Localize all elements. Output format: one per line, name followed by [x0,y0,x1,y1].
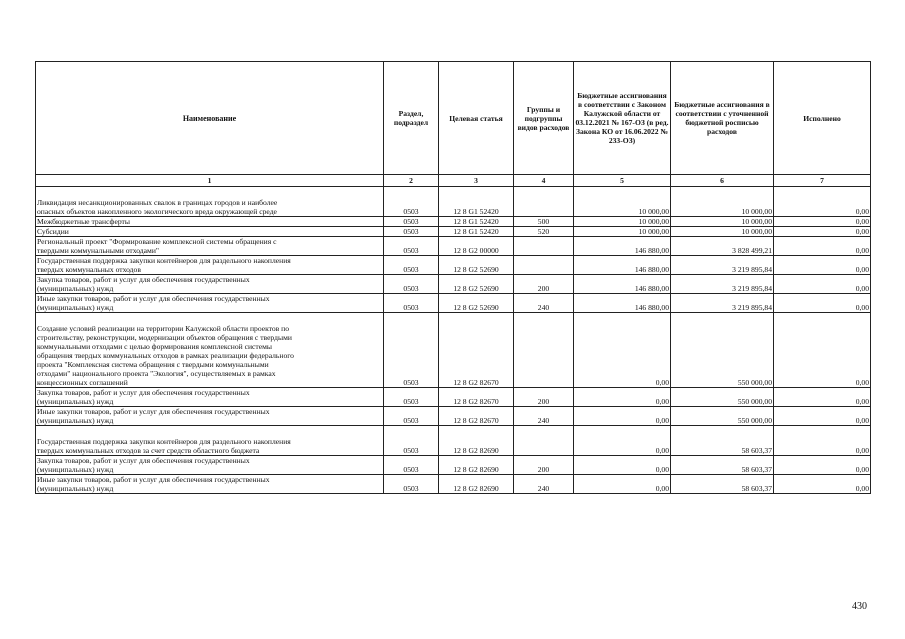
row-target: 12 8 G2 82670 [439,388,514,407]
row-assign-refined: 3 219 895,84 [671,294,774,313]
row-assign-refined: 58 603,37 [671,475,774,494]
header-executed: Исполнено [774,62,871,175]
row-section: 0503 [384,313,439,388]
row-section: 0503 [384,475,439,494]
row-section: 0503 [384,187,439,217]
row-assign-refined: 3 219 895,84 [671,256,774,275]
header-row [36,62,871,175]
row-target: 12 8 G2 82690 [439,456,514,475]
row-name [36,275,384,294]
row-group: 240 [514,475,574,494]
row-executed: 0,00 [774,294,871,313]
table-row [36,426,871,456]
row-target: 12 8 G1 52420 [439,217,514,227]
row-executed: 0,00 [774,275,871,294]
row-section: 0503 [384,256,439,275]
row-group [514,313,574,388]
row-name-text: Субсидии [37,227,69,236]
row-assign-law: 10 000,00 [574,187,671,217]
row-name-text: Государственная поддержка закупки контейнеров для раздельного накопления твердых коммунальных отходов за счет средств областного бюджета [37,437,291,455]
table-row [36,294,871,313]
row-target: 12 8 G2 52690 [439,275,514,294]
row-group [514,426,574,456]
row-assign-refined: 10 000,00 [671,217,774,227]
row-name [36,256,384,275]
row-assign-law: 0,00 [574,407,671,426]
row-assign-refined: 10 000,00 [671,187,774,217]
row-target: 12 8 G1 52420 [439,187,514,217]
row-assign-refined: 3 828 499,21 [671,237,774,256]
table-row [36,475,871,494]
row-name-text: Закупка товаров, работ и услуг для обеспечения государственных (муниципальных) нужд [37,275,250,293]
row-section: 0503 [384,217,439,227]
row-group: 520 [514,227,574,237]
table-row [36,456,871,475]
table-row [36,187,871,217]
row-executed: 0,00 [774,256,871,275]
row-name-text: Региональный проект "Формирование комплексной системы обращения с твердыми коммунальными отходами" [37,237,277,255]
row-assign-refined: 58 603,37 [671,426,774,456]
row-assign-refined: 10 000,00 [671,227,774,237]
row-target: 12 8 G2 82670 [439,407,514,426]
row-group: 200 [514,388,574,407]
column-number: 1 [36,175,384,187]
row-name [36,237,384,256]
row-name-text: Иные закупки товаров, работ и услуг для обеспечения государственных (муниципальных) нужд [37,475,270,493]
row-name-text: Ликвидация несанкционированных свалок в границах городов и наиболее опасных объектов накопленного экологического вреда окружающей среде [37,198,278,216]
column-number: 7 [774,175,871,187]
row-name-text: Иные закупки товаров, работ и услуг для обеспечения государственных (муниципальных) нужд [37,407,270,425]
header-assign-refined: Бюджетные ассигнования в соответствии с уточненной бюджетной росписью расходов [671,62,774,175]
table-row [36,275,871,294]
row-executed: 0,00 [774,313,871,388]
row-executed: 0,00 [774,187,871,217]
row-target: 12 8 G2 00000 [439,237,514,256]
row-target: 12 8 G2 82690 [439,426,514,456]
row-name-text: Государственная поддержка закупки контейнеров для раздельного накопления твердых коммунальных отходов [37,256,291,274]
header-assign-law: Бюджетные ассигнования в соответствии с Законом Калужской области от 03.12.2021 № 167-ОЗ (в ред. Закона КО от 16.06.2022 № 233-ОЗ) [574,62,671,175]
row-section: 0503 [384,227,439,237]
row-group [514,187,574,217]
header-name: Наименование [36,62,384,175]
row-name [36,187,384,217]
budget-table [35,61,871,494]
row-executed: 0,00 [774,237,871,256]
row-executed: 0,00 [774,388,871,407]
row-section: 0503 [384,407,439,426]
row-assign-refined: 550 000,00 [671,388,774,407]
row-section: 0503 [384,388,439,407]
row-assign-law: 0,00 [574,388,671,407]
column-number: 2 [384,175,439,187]
row-assign-refined: 58 603,37 [671,456,774,475]
column-number: 5 [574,175,671,187]
row-executed: 0,00 [774,217,871,227]
table-row [36,237,871,256]
row-name [36,456,384,475]
page-number: 430 [852,601,867,612]
header-target: Целевая статья [439,62,514,175]
row-name-text: Закупка товаров, работ и услуг для обеспечения государственных (муниципальных) нужд [37,388,250,406]
table-row [36,217,871,227]
row-assign-refined: 550 000,00 [671,313,774,388]
row-assign-law: 10 000,00 [574,217,671,227]
row-assign-refined: 550 000,00 [671,407,774,426]
row-group: 200 [514,275,574,294]
row-name-text: Закупка товаров, работ и услуг для обеспечения государственных (муниципальных) нужд [37,456,250,474]
row-assign-law: 0,00 [574,313,671,388]
header-groups: Группы и подгруппы видов расходов [514,62,574,175]
row-section: 0503 [384,426,439,456]
header-section: Раздел, подраздел [384,62,439,175]
column-number-row [36,175,871,187]
row-spacer [37,187,382,198]
table-row [36,227,871,237]
row-name [36,217,384,227]
table-row [36,407,871,426]
row-target: 12 8 G2 82690 [439,475,514,494]
row-section: 0503 [384,294,439,313]
table-row [36,256,871,275]
row-spacer [37,313,382,324]
row-name-text: Иные закупки товаров, работ и услуг для обеспечения государственных (муниципальных) нужд [37,294,270,312]
row-assign-law: 146 880,00 [574,275,671,294]
row-group: 240 [514,407,574,426]
column-number: 3 [439,175,514,187]
column-number: 6 [671,175,774,187]
row-assign-law: 10 000,00 [574,227,671,237]
row-assign-refined: 3 219 895,84 [671,275,774,294]
table-body [36,187,871,494]
row-section: 0503 [384,456,439,475]
row-name [36,388,384,407]
row-name [36,407,384,426]
row-target: 12 8 G2 52690 [439,256,514,275]
row-group [514,256,574,275]
row-name-text: Межбюджетные трансферты [37,217,130,226]
row-group: 200 [514,456,574,475]
table-row [36,313,871,388]
row-assign-law: 0,00 [574,456,671,475]
row-assign-law: 0,00 [574,426,671,456]
row-section: 0503 [384,237,439,256]
row-assign-law: 146 880,00 [574,256,671,275]
row-assign-law: 146 880,00 [574,294,671,313]
row-executed: 0,00 [774,456,871,475]
row-section: 0503 [384,275,439,294]
row-name [36,426,384,456]
row-executed: 0,00 [774,227,871,237]
row-executed: 0,00 [774,407,871,426]
row-name [36,294,384,313]
row-name [36,475,384,494]
row-executed: 0,00 [774,426,871,456]
table-row [36,388,871,407]
row-target: 12 8 G2 82670 [439,313,514,388]
column-number: 4 [514,175,574,187]
row-group [514,237,574,256]
row-spacer [37,426,382,437]
row-group: 240 [514,294,574,313]
row-executed: 0,00 [774,475,871,494]
row-name [36,227,384,237]
row-assign-law: 0,00 [574,475,671,494]
row-name [36,313,384,388]
row-assign-law: 146 880,00 [574,237,671,256]
row-name-text: Создание условий реализации на территории Калужской области проектов по строительству, реконструкции, модернизации объектов обращения с твердыми коммунальными отходами с целью формирования комплексной системы обращения твердых коммунальных отходов в рамках реализации федерального проекта "Комплексная система обращения с твердыми коммунальными отходами" национального проекта "Экология", осуществляемых в рамках концессионных соглашений [37,324,294,387]
row-target: 12 8 G1 52420 [439,227,514,237]
row-target: 12 8 G2 52690 [439,294,514,313]
row-group: 500 [514,217,574,227]
